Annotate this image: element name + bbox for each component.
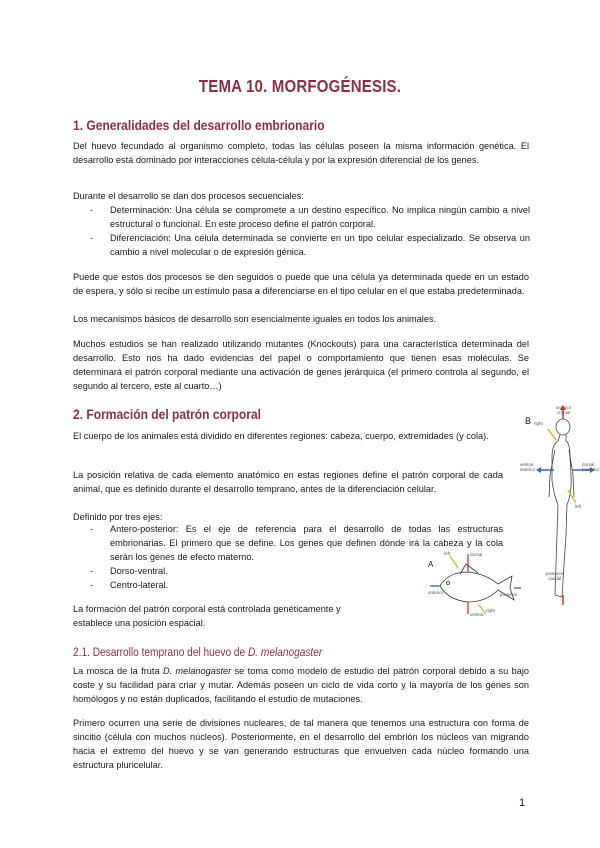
bullet-dash: - [90, 233, 94, 243]
label-dorsal: dorsal [582, 462, 595, 467]
section-2-paragraph-1: El cuerpo de los animales está dividido en diferentes regiones: cabeza, cuerpo, extremidades (y cola). [73, 431, 489, 441]
bullet-diferenciacion: Diferenciación: Una célula determinada se convierte en un tipo celular especializado. Se observa un cambio a nivel molecular o de expresión génica. [110, 233, 530, 257]
section-2-paragraph-3: La formación del patrón corporal está controlada genéticamente y establece una posición espacial. [73, 604, 341, 628]
axes-intro: Definido por tres ejes: [73, 512, 163, 522]
section-2-paragraph-2: La posición relativa de cada elemento anatómico en estas regiones define el patrón corporal de cada animal, que es definido durante el desarrollo temprano, antes de la diferenciación celular. [73, 470, 503, 494]
bullet-dash: - [90, 524, 94, 534]
section-2-1-paragraph-2: Primero ocurren una serie de divisiones nucleares, de tal manera que tenemos una estructura con forma de sincitio (célula con muchos núcleos). Posteriormente, en el desarrollo del embrión los núcleos van migrando hacia el extremo del huevo y se van generando estructuras que envuelven cada núcleo formando una estructura pluricelular. [73, 718, 529, 770]
section-1-paragraph-1: Del huevo fecundado al organismo completo, todas las células poseen la misma información genética. El desarrollo está dominado por interacciones célula-célula y por la expresión diferencial de los genes. [73, 141, 529, 165]
label-posterior-side: posterior [582, 467, 600, 472]
page-title: TEMA 10. MORFOGÉNESIS. [198, 76, 402, 96]
label-left: left [575, 504, 582, 509]
fish-label-dorsal: dorsal [470, 552, 483, 557]
section-1-paragraph-5: Muchos estudios se han realizado utilizando mutantes (Knockouts) para una característica determinada del desarrollo. Esto nos ha dado evidencias del papel o comportamiento que tienen esas moléculas. Se determinará el patrón corporal mediante una activación de genes jerárquica (el primero controla al segundo, el segundo al tercero, este al cuarto…) [73, 339, 529, 391]
section-1-heading: 1. Generalidades del desarrollo embrionario [73, 117, 325, 133]
fish-label-ventral: ventral [470, 612, 484, 617]
fish-label-right: right [486, 608, 495, 613]
figure-label-a: A [428, 560, 434, 569]
fish-axes-figure [428, 548, 523, 618]
section-2-1-heading: 2.1. Desarrollo temprano del huevo de D. melanogaster [73, 647, 323, 659]
bullet-dash: - [90, 205, 94, 215]
fish-label-left: left [444, 551, 451, 556]
axis-centro-lateral: Centro-lateral. [110, 580, 169, 590]
axis-antero-posterior: Antero-posterior: Es el eje de referencia para el desarrollo de todas las estructuras embrionarias. El primero que se define. Los genes que definen dónde irá la cabeza y la cola serán los genes de efecto materno. [110, 524, 503, 562]
label-caudal: caudal [548, 576, 562, 581]
section-1-paragraph-4: Los mecanismos básicos de desarrollo son esencialmente iguales en todos los animales. [73, 314, 437, 324]
bullet-dash: - [90, 580, 94, 590]
bullet-dash: - [90, 566, 94, 576]
section-1-paragraph-2: Durante el desarrollo se dan dos procesos secuenciales: [73, 191, 304, 201]
bullet-determinacion: Determinación: Una célula se compromete a un destino específico. No implica ningún cambio a nivel estructural o funcional. En este proceso define el patrón corporal. [110, 205, 530, 229]
page-number: 1 [519, 797, 526, 809]
section-2-heading: 2. Formación del patrón corporal [73, 406, 261, 422]
fish-label-anterior: anterior [428, 590, 444, 595]
figure-label-b: B [525, 416, 532, 426]
label-cranial: cranial [557, 410, 571, 415]
section-1-paragraph-3: Puede que estos dos procesos se den seguidos o puede que una célula ya determinada quede en un estado de espera, y sólo si recibe un estímulo pasa a diferenciarse en el tipo celular en el que estaba predeterminada. [73, 272, 529, 296]
fish-label-posterior: posterior [500, 592, 518, 597]
axis-dorso-ventral: Dorso-ventral. [110, 566, 168, 576]
label-ventral: ventral [520, 462, 534, 467]
label-anterior: anterior [556, 405, 572, 410]
label-posterior: posterior [546, 571, 564, 576]
section-2-1-paragraph-1: La mosca de la fruta D. melanogaster se toma como modelo de estudio del patrón corporal debido a su bajo coste y su facilidad para criar y mutar. Además poseen un ciclo de vida corto y la mayoría de los genes son homólogos y no están duplicados, facilitando el estudio de mutaciones. [73, 666, 529, 704]
label-anterior-side: anterior [520, 467, 536, 472]
label-right: right [534, 421, 543, 426]
